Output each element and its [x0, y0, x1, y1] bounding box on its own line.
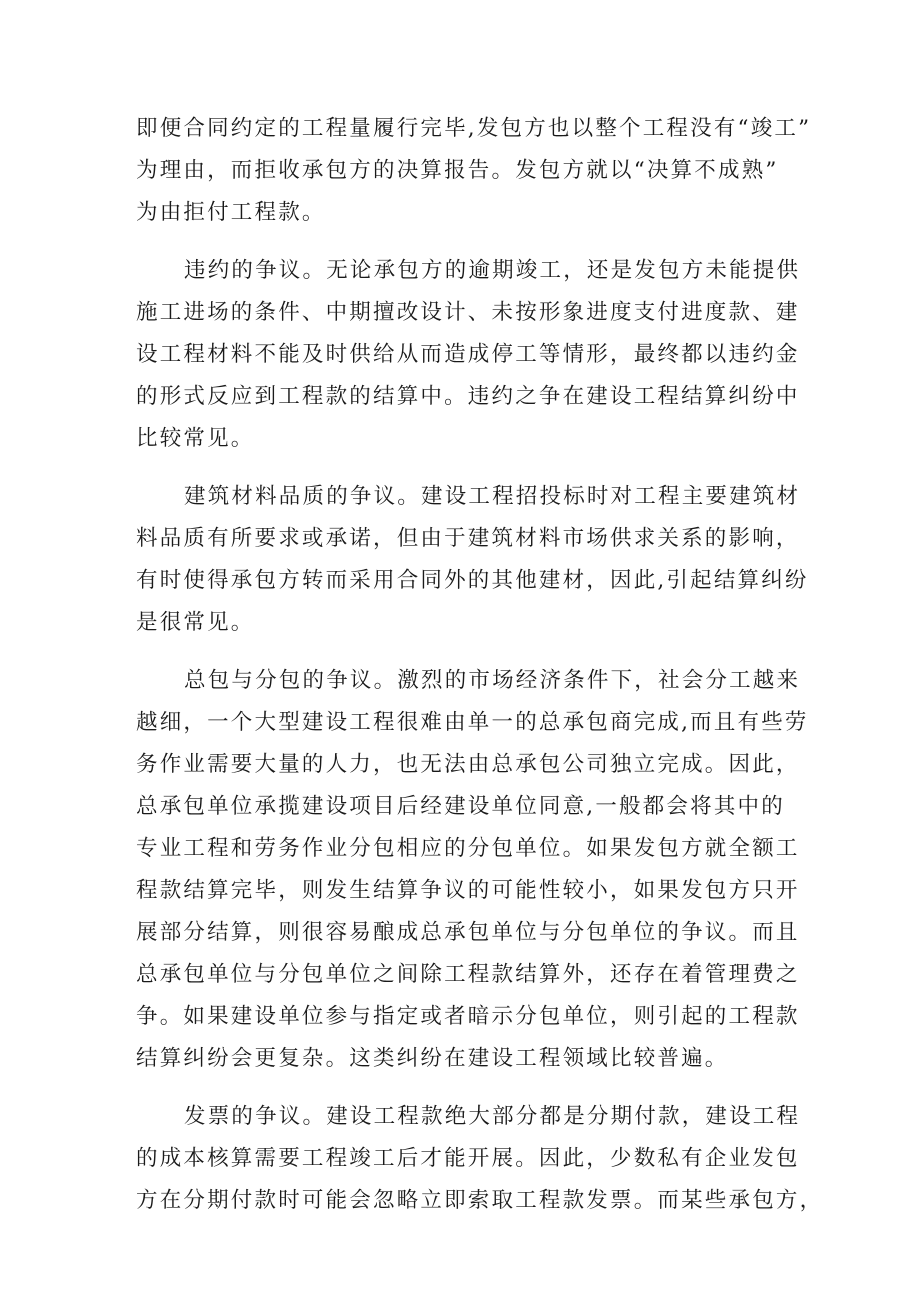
text-line: 总承包单位承揽建设项目后经建设单位同意,一般都会将其中的 [136, 794, 785, 819]
text-line: 设工程材料不能及时供给从而造成停工等情形，最终都以违约金 [136, 342, 800, 367]
text-line: 结算纠纷会更复杂。这类纠纷在建设工程领域比较普遍。 [136, 1046, 729, 1071]
text-line: 有时使得承包方转而采用合同外的其他建材，因此,引起结算纠纷 [136, 568, 809, 593]
text-line: 展部分结算，则很容易酿成总承包单位与分包单位的争议。而且 [136, 920, 800, 945]
text-line: 建筑材料品质的争议。建设工程招投标时对工程主要建筑材 [184, 484, 801, 509]
text-line: 料品质有所要求或承诺，但由于建筑材料市场供求关系的影响， [136, 526, 800, 551]
text-line: 专业工程和劳务作业分包相应的分包单位。如果发包方就全额工 [136, 836, 800, 861]
paragraph-subcontract-dispute [136, 660, 809, 1080]
text-line: 务作业需要大量的人力，也无法由总承包公司独立完成。因此， [136, 752, 800, 777]
text-line: 总包与分包的争议。激烈的市场经济条件下，社会分工越来 [184, 668, 801, 693]
text-line: 施工进场的条件、中期擅改设计、未按形象进度支付进度款、建 [136, 300, 800, 325]
paragraph-material-quality-dispute [136, 476, 809, 644]
text-line: 是很常见。 [136, 610, 255, 635]
paragraph-final-settlement-continued [136, 108, 812, 234]
text-line: 争。如果建设单位参与指定或者暗示分包单位，则引起的工程款 [136, 1004, 800, 1029]
text-line: 的形式反应到工程款的结算中。违约之争在建设工程结算纠纷中 [136, 384, 800, 409]
text-line: 总承包单位与分包单位之间除工程款结算外，还存在着管理费之 [136, 962, 800, 987]
paragraph-breach-dispute [136, 250, 801, 460]
text-line: 的成本核算需要工程竣工后才能开展。因此，少数私有企业发包 [136, 1146, 800, 1171]
text-line: 违约的争议。无论承包方的逾期竣工，还是发包方未能提供 [184, 258, 801, 283]
text-line: 方在分期付款时可能会忽略立即索取工程款发票。而某些承包方， [136, 1188, 824, 1213]
document-body [136, 108, 824, 1238]
text-line: 即便合同约定的工程量履行完毕,发包方也以整个工程没有“竣工” [136, 116, 812, 141]
text-line: 比较常见。 [136, 426, 255, 451]
paragraph-invoice-dispute [136, 1096, 824, 1222]
text-line: 程款结算完毕，则发生结算争议的可能性较小，如果发包方只开 [136, 878, 800, 903]
text-line: 为理由，而拒收承包方的决算报告。发包方就以“决算不成熟” [136, 158, 779, 183]
text-line: 为由拒付工程款。 [136, 200, 326, 225]
text-line: 发票的争议。建设工程款绝大部分都是分期付款，建设工程 [184, 1104, 801, 1129]
text-line: 越细，一个大型建设工程很难由单一的总承包商完成,而且有些劳 [136, 710, 809, 735]
